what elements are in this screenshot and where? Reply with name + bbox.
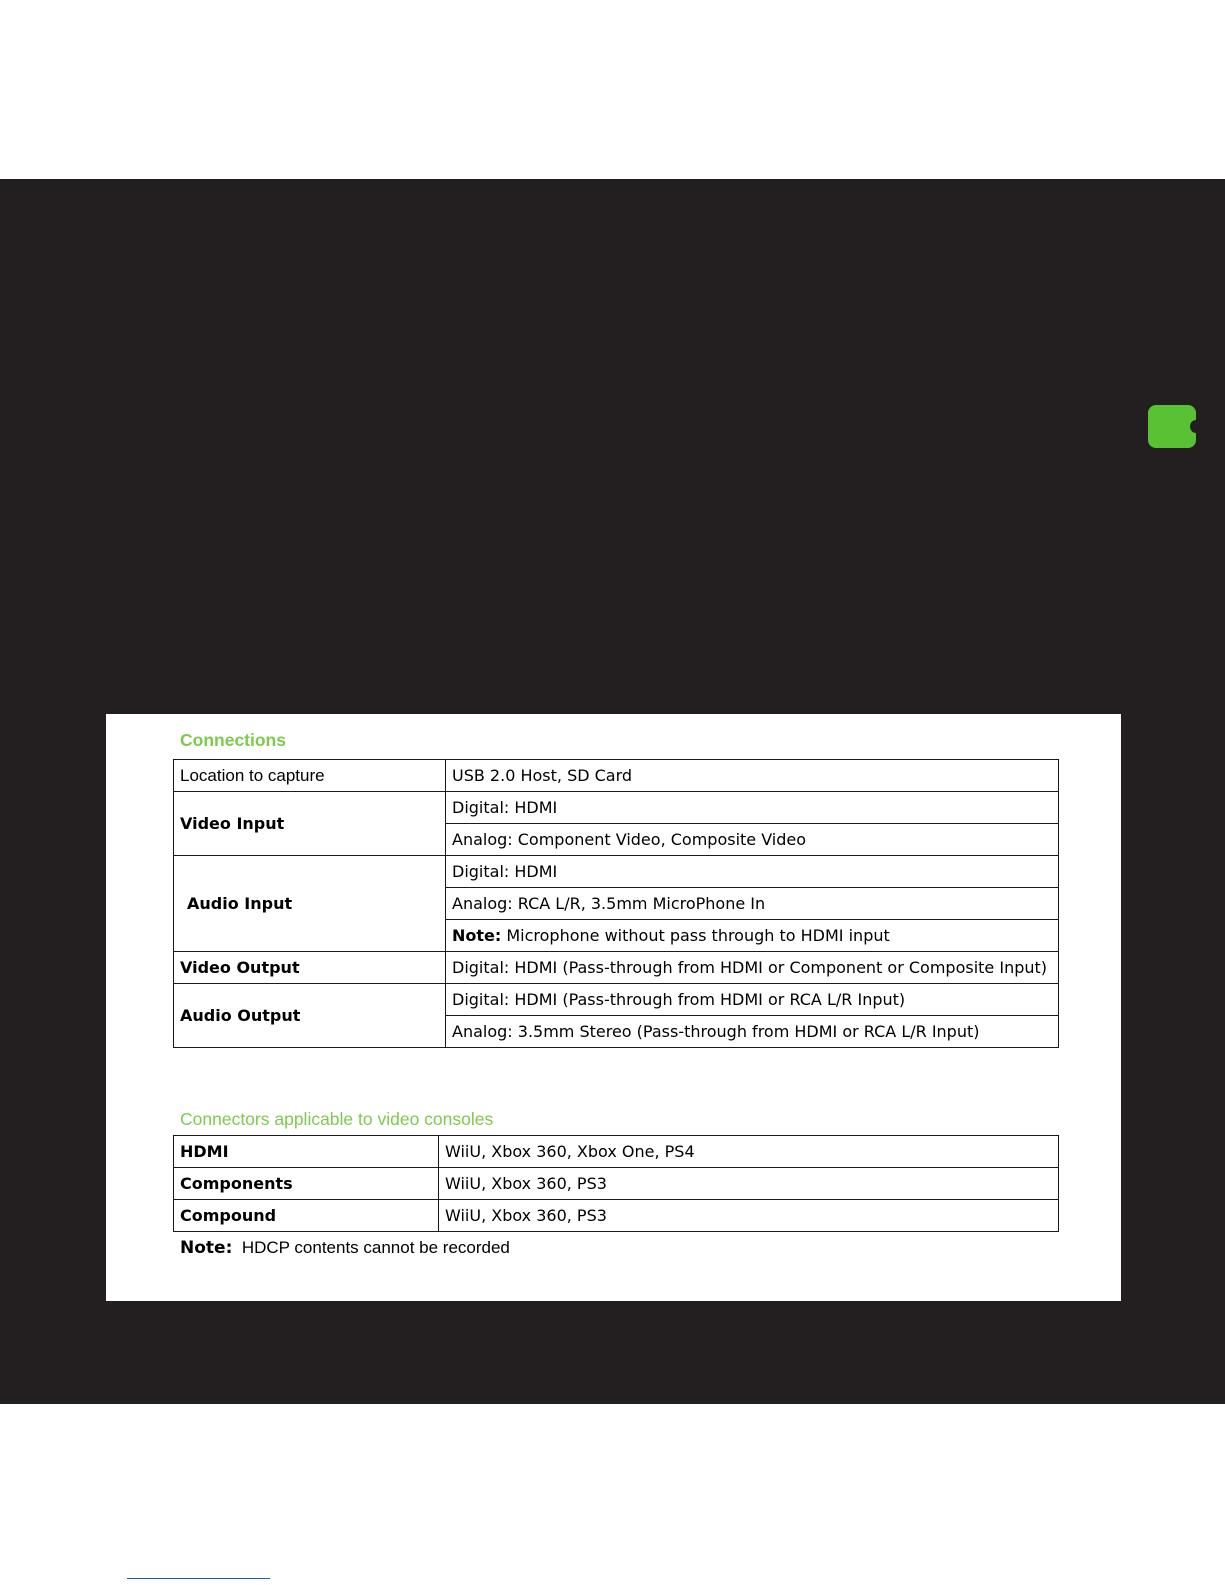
console-connector-label: Components: [174, 1168, 439, 1200]
audio-output-label: Audio Output: [174, 984, 446, 1048]
console-list: WiiU, Xbox 360, PS3: [439, 1168, 1059, 1200]
table-row: [174, 1136, 1059, 1168]
audio-output-analog: Analog: 3.5mm Stereo (Pass-through from HDMI or RCA L/R Input): [446, 1016, 1059, 1048]
video-input-analog: Analog: Component Video, Composite Video: [446, 824, 1059, 856]
link-underline[interactable]: [127, 1578, 270, 1579]
table-row: [174, 1200, 1059, 1232]
note-text: Microphone without pass through to HDMI input: [501, 926, 890, 945]
console-list: WiiU, Xbox 360, Xbox One, PS4: [439, 1136, 1059, 1168]
connections-title: Connections: [180, 730, 286, 750]
audio-input-label: Audio Input: [174, 856, 446, 952]
audio-output-digital: Digital: HDMI (Pass-through from HDMI or RCA L/R Input): [446, 984, 1059, 1016]
spec-card: [106, 714, 1121, 1301]
consoles-table: [173, 1135, 1059, 1232]
footnote-prefix: Note:: [180, 1238, 233, 1258]
console-list: WiiU, Xbox 360, PS3: [439, 1200, 1059, 1232]
table-row: [174, 792, 1059, 824]
audio-input-note: [446, 920, 1059, 952]
video-output-label: Video Output: [174, 952, 446, 984]
console-connector-label: Compound: [174, 1200, 439, 1232]
table-row: [174, 952, 1059, 984]
audio-input-digital: Digital: HDMI: [446, 856, 1059, 888]
console-connector-label: HDMI: [174, 1136, 439, 1168]
location-label: Location to capture: [174, 760, 446, 792]
table-row: [174, 984, 1059, 1016]
table-row: [174, 856, 1059, 888]
footnote-text: HDCP contents cannot be recorded: [232, 1238, 510, 1257]
footnote: [180, 1238, 510, 1258]
page-tab-notch: [1190, 420, 1202, 433]
video-input-label: Video Input: [174, 792, 446, 856]
note-prefix: Note:: [452, 926, 502, 945]
location-value: USB 2.0 Host, SD Card: [446, 760, 1059, 792]
audio-input-analog: Analog: RCA L/R, 3.5mm MicroPhone In: [446, 888, 1059, 920]
table-row: [174, 760, 1059, 792]
connections-table: [173, 759, 1059, 1048]
table-row: [174, 1168, 1059, 1200]
green-page-tab: [1148, 405, 1196, 448]
video-input-digital: Digital: HDMI: [446, 792, 1059, 824]
consoles-title: Connectors applicable to video consoles: [180, 1109, 494, 1129]
video-output-digital: Digital: HDMI (Pass-through from HDMI or Component or Composite Input): [446, 952, 1059, 984]
